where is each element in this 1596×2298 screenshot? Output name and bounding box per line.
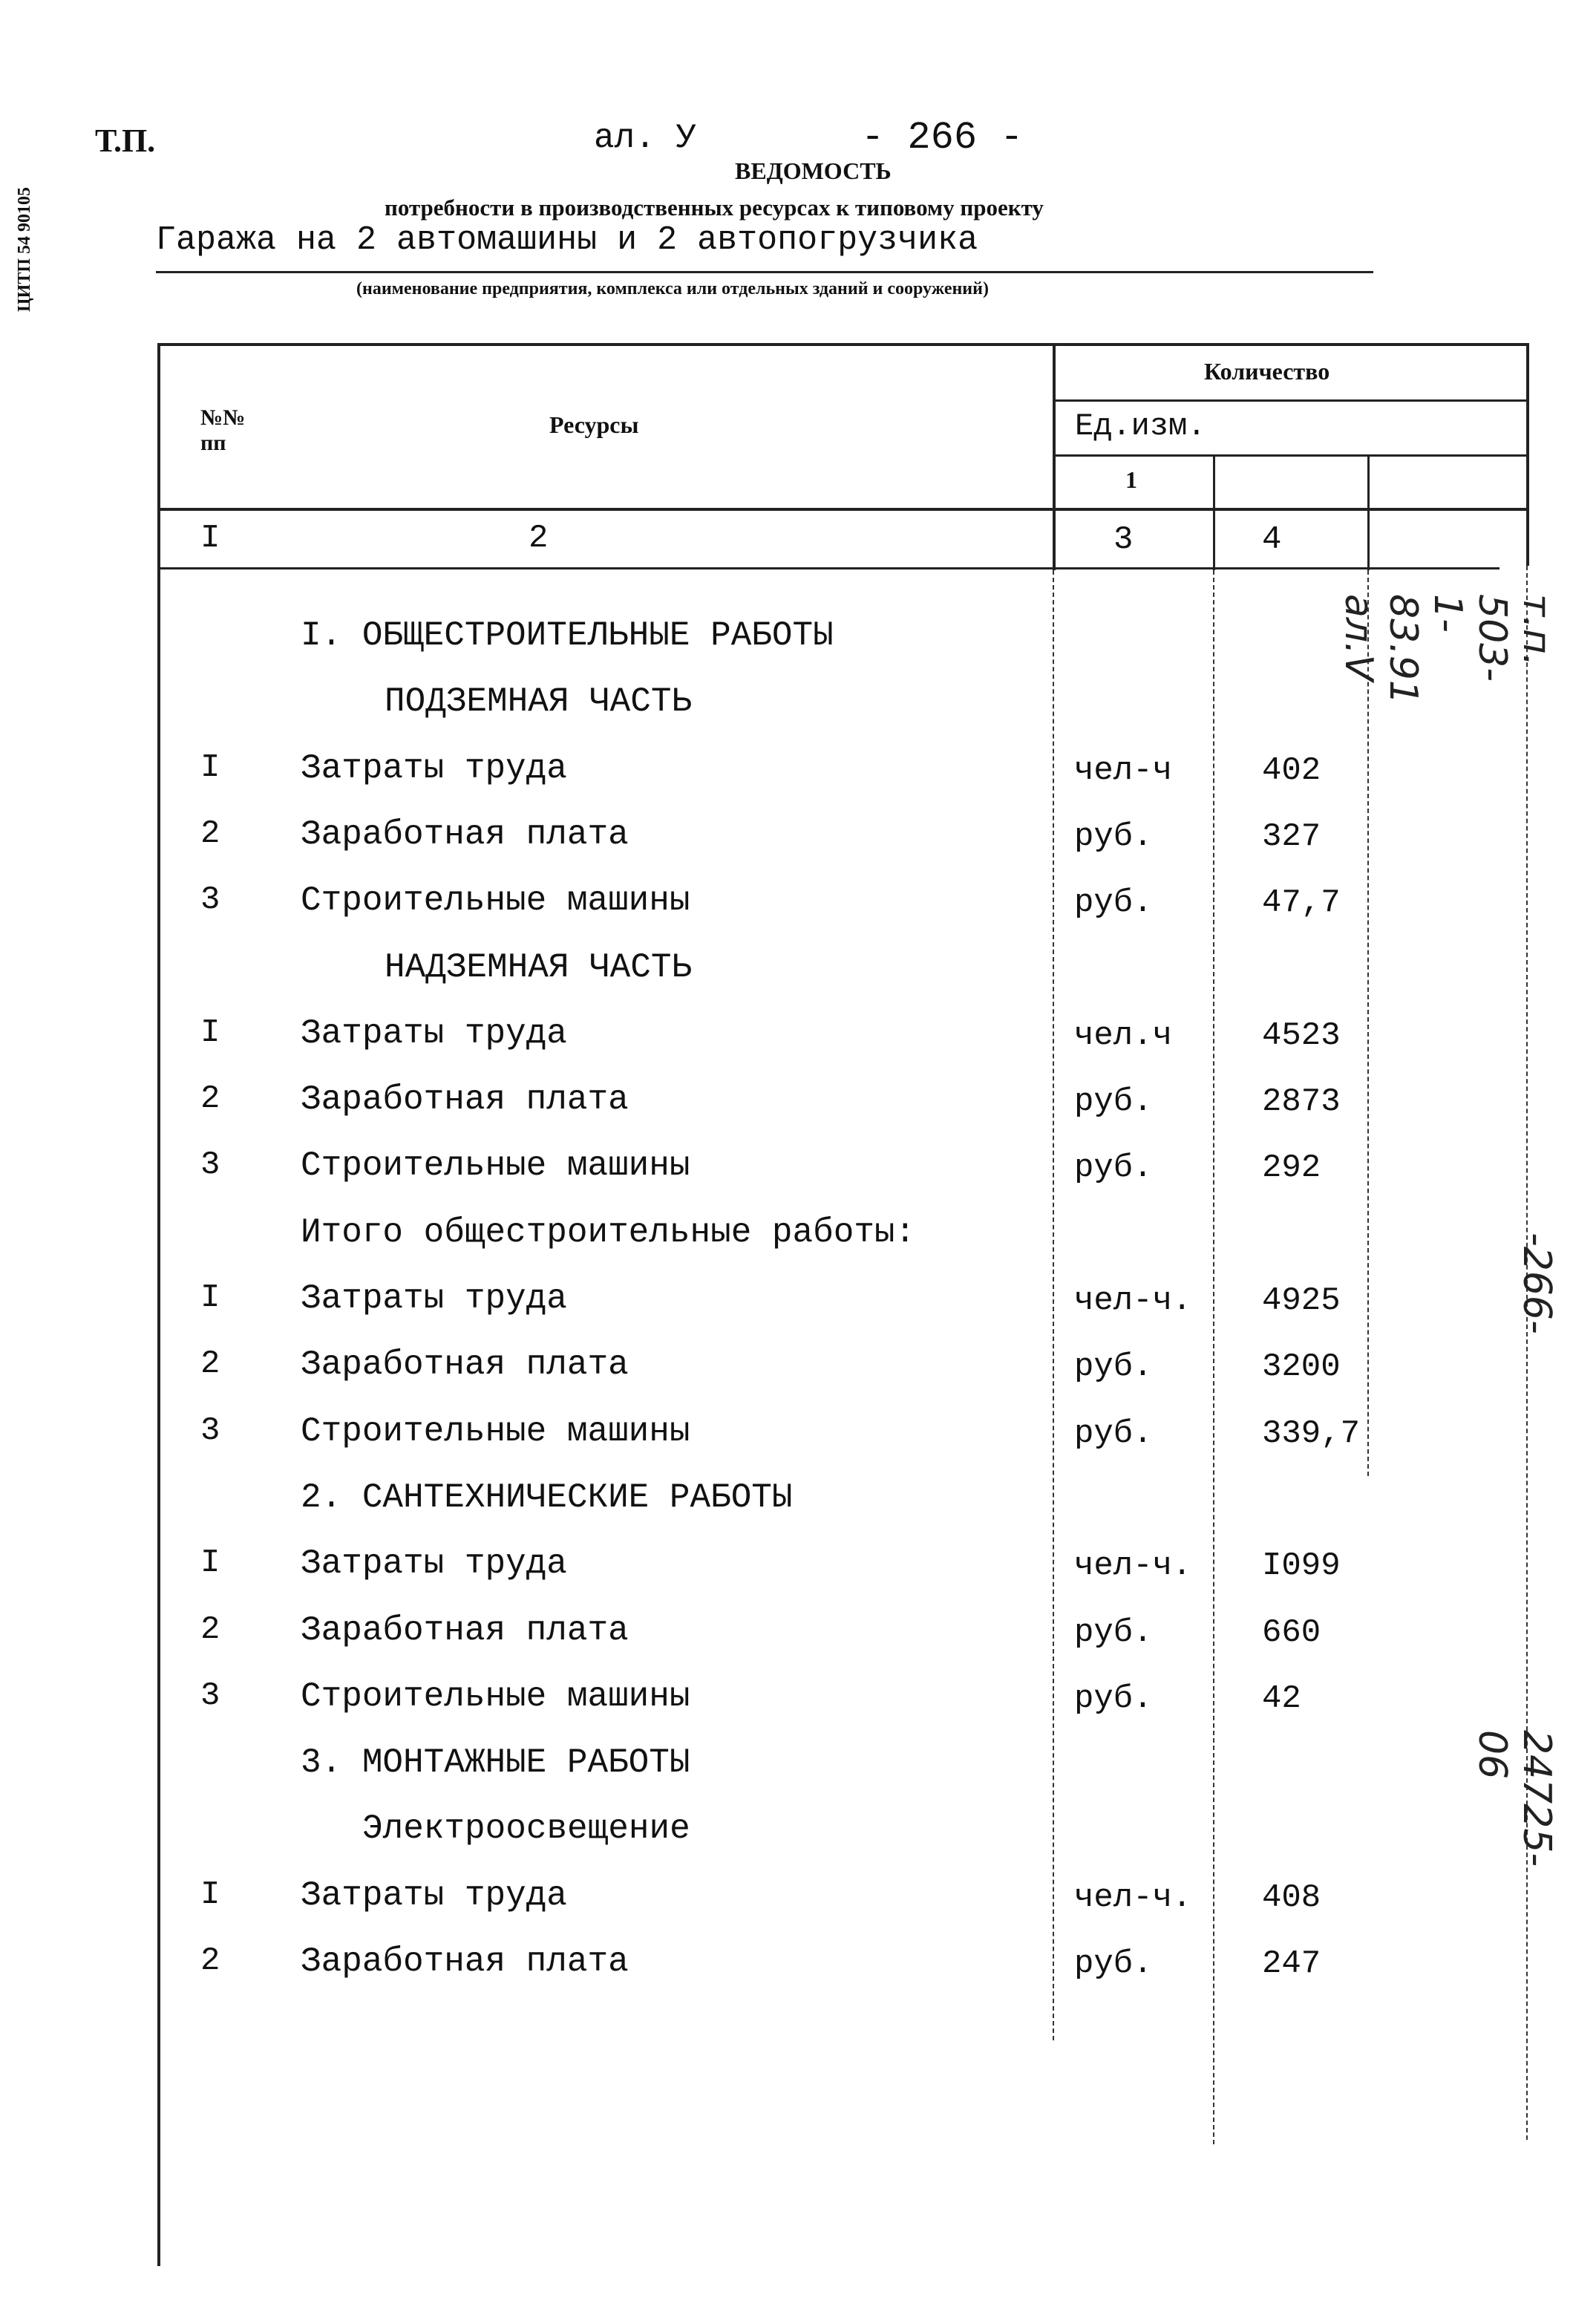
margin-project-ref: т.п. 503-1-83.91 ал.V: [1336, 594, 1559, 705]
resource-name: Заработная плата: [301, 1611, 629, 1650]
resource-name: Строительные машины: [301, 1412, 690, 1451]
qty-column-line: [1213, 454, 1215, 570]
resource-name: Затраты труда: [301, 1544, 567, 1583]
unit-of-measure: руб.: [1074, 1680, 1153, 1717]
header-subcol: 1: [1125, 466, 1137, 493]
table-row: [0, 1080, 1596, 1140]
unit-of-measure: руб.: [1074, 884, 1153, 921]
section-row: [0, 1809, 1596, 1869]
object-name: Гаража на 2 автомашины и 2 автопогрузчика: [156, 221, 978, 259]
unit-of-measure: чел-ч.: [1074, 1879, 1192, 1916]
object-caption: (наименование предприятия, комплекса или отдельных зданий и сооружений): [356, 279, 989, 298]
header-bottom-line: [157, 508, 1529, 511]
quantity-value: I099: [1262, 1547, 1341, 1584]
quantity-value: 2873: [1262, 1083, 1341, 1120]
object-underline: [156, 271, 1373, 273]
extra-column-line: [1367, 454, 1370, 570]
row-number: 3: [200, 1677, 220, 1714]
unit-of-measure: руб.: [1074, 1149, 1153, 1186]
resource-name: Строительные машины: [301, 1677, 690, 1716]
document-subtitle: потребности в производственных ресурсах к типовому проекту: [385, 195, 1044, 221]
resource-name: Затраты труда: [301, 1014, 567, 1053]
quantity-value: 327: [1262, 818, 1321, 855]
table-row: [0, 1146, 1596, 1206]
quantity-header-line: [1053, 399, 1529, 402]
row-number: I: [200, 1876, 220, 1913]
quantity-value: 4523: [1262, 1017, 1341, 1054]
section-title: Электроосвещение: [362, 1809, 690, 1848]
section-title: 2. САНТЕХНИЧЕСКИЕ РАБОТЫ: [301, 1478, 793, 1517]
resource-name: Затраты труда: [301, 1876, 567, 1915]
table-row: [0, 1876, 1596, 1936]
table-row: [0, 1942, 1596, 2002]
row-number: I: [200, 1279, 220, 1316]
resource-name: Заработная плата: [301, 1080, 629, 1119]
margin-page-ref: -266-: [1514, 1233, 1559, 1334]
table-row: [0, 881, 1596, 941]
section-title: ПОДЗЕМНАЯ ЧАСТЬ: [385, 682, 693, 721]
header-quantity: Количество: [1204, 358, 1330, 385]
header-resources: Ресурсы: [549, 411, 639, 438]
column-number-1: I: [200, 520, 220, 557]
quantity-value: 339,7: [1262, 1415, 1361, 1452]
table-row: [0, 1345, 1596, 1405]
document-title: ВЕДОМОСТЬ: [735, 157, 892, 184]
row-number: I: [200, 1544, 220, 1581]
resource-name: Заработная плата: [301, 1345, 629, 1384]
section-row: [0, 1743, 1596, 1803]
unit-header-line: [1053, 454, 1529, 457]
table-top-border: [157, 343, 1529, 346]
row-number: 3: [200, 1412, 220, 1449]
table-row: [0, 1677, 1596, 1737]
row-number: 2: [200, 815, 220, 852]
album-label: ал. У: [594, 119, 697, 157]
quantity-value: 47,7: [1262, 884, 1341, 921]
quantity-value: 4925: [1262, 1282, 1341, 1319]
quantity-value: 3200: [1262, 1348, 1341, 1385]
table-row: [0, 1611, 1596, 1671]
table-row: [0, 1544, 1596, 1604]
quantity-value: 247: [1262, 1945, 1321, 1982]
unit-of-measure: чел-ч.: [1074, 1547, 1192, 1584]
row-number: 2: [200, 1345, 220, 1383]
quantity-value: 660: [1262, 1614, 1321, 1651]
header-number: №№ пп: [200, 405, 246, 455]
unit-of-measure: руб.: [1074, 1348, 1153, 1385]
unit-of-measure: чел-ч.: [1074, 1282, 1192, 1319]
column-number-4: 4: [1262, 521, 1282, 558]
header-unit: Ед.изм.: [1075, 408, 1206, 444]
resource-name: Заработная плата: [301, 1942, 629, 1981]
unit-of-measure: руб.: [1074, 1614, 1153, 1651]
unit-of-measure: руб.: [1074, 1083, 1153, 1120]
table-row: [0, 1279, 1596, 1339]
margin-inventory: 24725-06: [1470, 1730, 1559, 1867]
section-row: [0, 948, 1596, 1008]
unit-of-measure: чел-ч: [1074, 752, 1173, 789]
table-row: [0, 815, 1596, 875]
unit-of-measure: руб.: [1074, 1945, 1153, 1982]
side-code: ЦИТП 54 90105: [15, 186, 34, 312]
resource-name: Заработная плата: [301, 815, 629, 854]
quantity-value: 42: [1262, 1680, 1301, 1717]
resource-name: Строительные машины: [301, 1146, 690, 1185]
column-number-3: 3: [1113, 521, 1134, 558]
resource-name: Строительные машины: [301, 881, 690, 920]
row-number: 2: [200, 1942, 220, 1979]
row-number: 3: [200, 881, 220, 918]
row-number: 2: [200, 1080, 220, 1117]
section-title: 3. МОНТАЖНЫЕ РАБОТЫ: [301, 1743, 690, 1782]
unit-of-measure: руб.: [1074, 1415, 1153, 1452]
resource-name: Затраты труда: [301, 749, 567, 788]
row-number: I: [200, 1014, 220, 1051]
row-number: 3: [200, 1146, 220, 1184]
resource-name: Затраты труда: [301, 1279, 567, 1318]
section-title: НАДЗЕМНАЯ ЧАСТЬ: [385, 948, 693, 987]
table-row: [0, 1014, 1596, 1074]
unit-column-line: [1053, 343, 1056, 570]
quantity-value: 402: [1262, 752, 1321, 789]
section-row: [0, 1213, 1596, 1273]
section-row: [0, 1478, 1596, 1538]
unit-of-measure: чел.ч: [1074, 1017, 1173, 1054]
quantity-value: 292: [1262, 1149, 1321, 1186]
table-row: [0, 749, 1596, 809]
unit-of-measure: руб.: [1074, 818, 1153, 855]
row-number: 2: [200, 1611, 220, 1648]
row-number: I: [200, 749, 220, 786]
column-number-2: 2: [529, 520, 549, 557]
quantity-value: 408: [1262, 1879, 1321, 1916]
column-numbers-line: [157, 567, 1499, 569]
section-title: Итого общестроительные работы:: [301, 1213, 916, 1252]
tp-label: Т.П.: [95, 123, 156, 159]
section-title: I. ОБЩЕСТРОИТЕЛЬНЫЕ РАБОТЫ: [301, 616, 834, 655]
table-row: [0, 1412, 1596, 1472]
page-number: - 266 -: [861, 116, 1024, 160]
